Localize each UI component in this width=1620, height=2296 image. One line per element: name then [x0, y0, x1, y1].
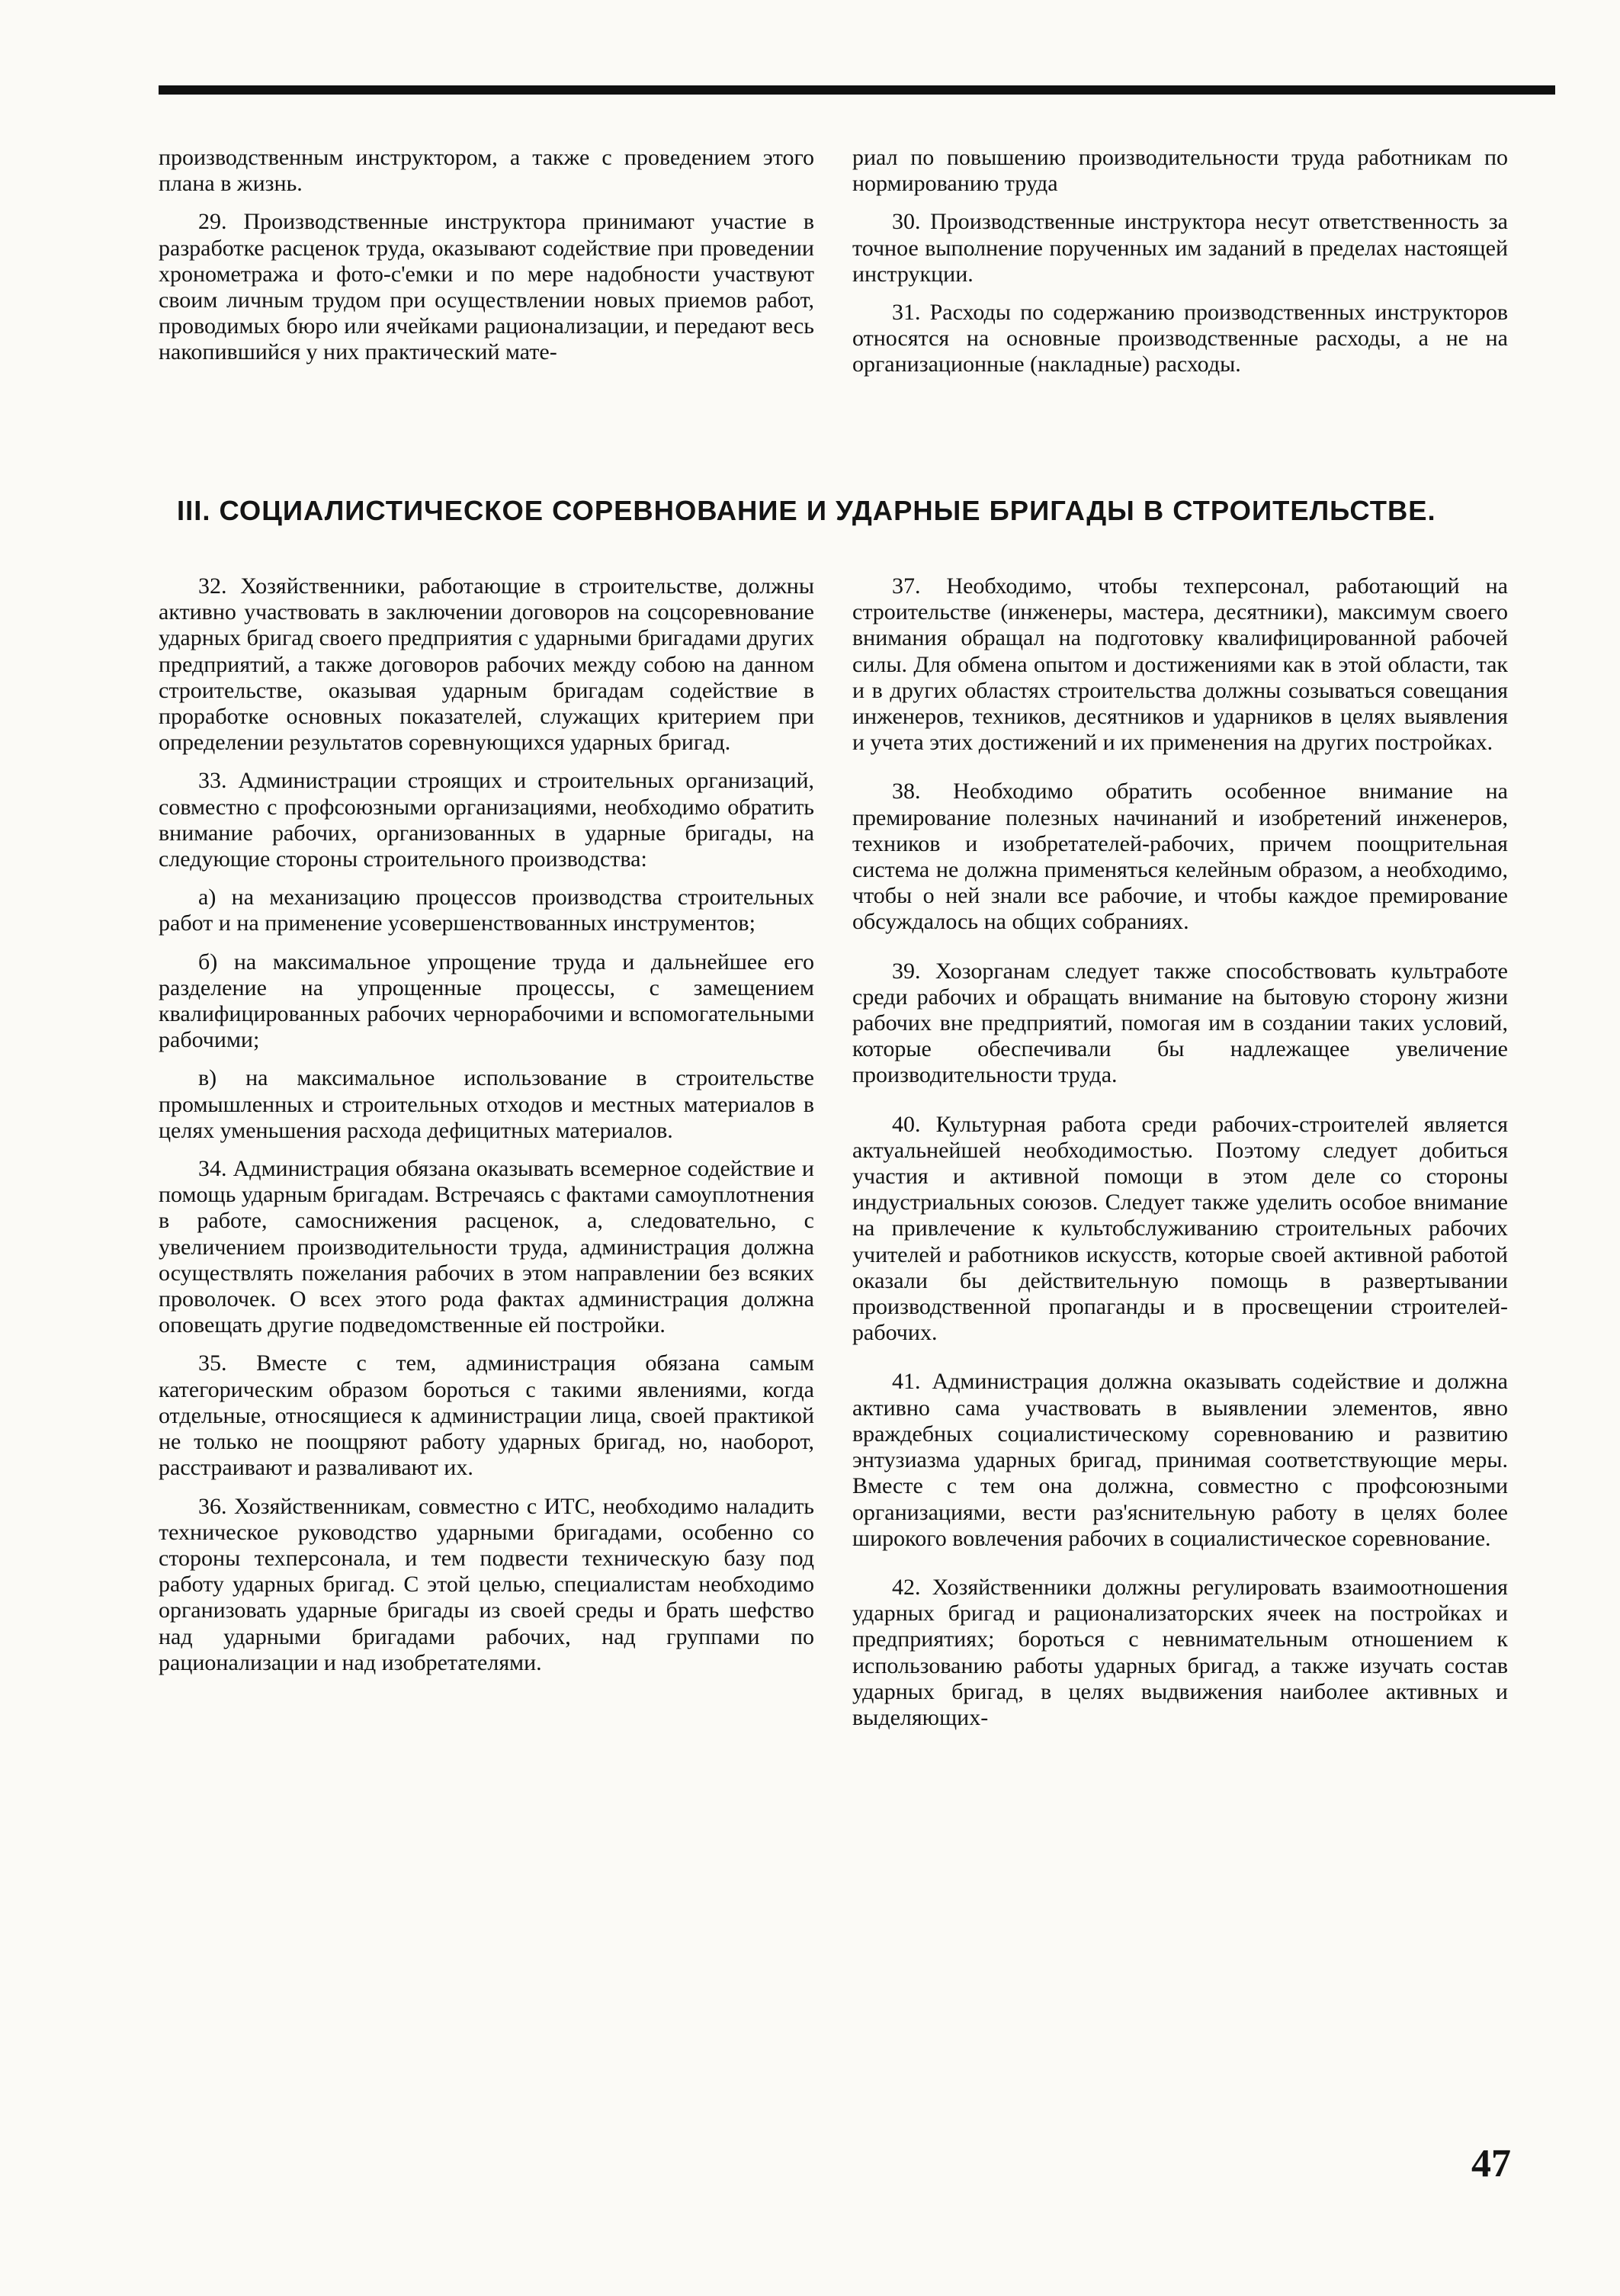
list-item-b: б) на максимальное упрощение труда и дальнейшее его разделение на упрощенные процессы, с замещением квалифицированных рабочих чернорабочими и вспомогательными рабочими; [159, 949, 814, 1053]
paragraph-38: 38. Необходимо обратить особенное внимание на премирование полезных начинаний и изобретений инженеров, техников и изобретателей-рабочих, причем поощрительная система не должна применяться келейным образом, а необходимо, чтобы о ней знали все рабочие, и чтобы каждое премирование обсуждалось на общих собраниях. [852, 779, 1508, 935]
paragraph-40: 40. Культурная работа среди рабочих-строителей является актуальнейшей необходимостью. Поэтому следует добиться участия и активной помощи в этом деле со стороны индустриальных союзов. Следует также уделить особое внимание на привлечение к культобслуживанию строительных рабочих учителей и работников искусств, которые своей активной работой оказали бы действительную помощь в развертывании производственной пропаганды и в просвещении строителей-рабочих. [852, 1111, 1508, 1346]
top-right-column [852, 145, 1508, 378]
paragraph-continued: риал по повышению производительности труда работникам по нормированию труда [852, 145, 1508, 197]
paragraph-continued: производственным инструктором, а также с проведением этого плана в жизнь. [159, 145, 814, 197]
paragraph-36: 36. Хозяйственникам, совместно с ИТС, необходимо наладить техническое руководство ударными бригадами, особенно со стороны техперсонала, и тем подвести техническую базу под работу ударных бригад. С этой целью, специалистам необходимо организовать ударные бригады из своей среды и брать шефство над ударными бригадами рабочих, над группами по рационализации и над изобретателями. [159, 1493, 814, 1675]
paragraph-30: 30. Производственные инструктора несут ответственность за точное выполнение порученных им заданий в пределах настоящей инструкции. [852, 209, 1508, 287]
paragraph-34: 34. Администрация обязана оказывать всемерное содействие и помощь ударным бригадам. Встречаясь с фактами самоуплотнения в работе, самоснижения расценок, а, следовательно, с увеличением производительности труда, администрация должна осуществлять пожелания рабочих в этом направлении без всяких проволочек. О всех этого рода фактах администрация должна оповещать другие подведомственные ей постройки. [159, 1156, 814, 1338]
paragraph-39: 39. Хозорганам следует также способствовать культработе среди рабочих и обращать внимание на бытовую сторону жизни рабочих вне предприятий, помогая им в создании таких условий, которые обеспечивали бы надлежащее увеличение производительности труда. [852, 958, 1508, 1088]
page-number: 47 [1471, 2142, 1511, 2185]
paragraph-41: 41. Администрация должна оказывать содействие и должна активно сама участвовать в выявлении элементов, явно враждебных социалистическому соревнованию и развитию энтузиазма ударных бригад, принимая соответствующие меры. Вместе с тем она должна, совместно с профсоюзными организациями, вести раз'яснительную работу в целях более широкого вовлечения рабочих в социалистическое соревнование. [852, 1369, 1508, 1551]
list-item-c: в) на максимальное использование в строительстве промышленных и строительных отходов и местных материалов в целях уменьшения расхода дефицитных материалов. [159, 1065, 814, 1143]
paragraph-37: 37. Необходимо, чтобы техперсонал, работающий на строительстве (инженеры, мастера, десятники), максимум своего внимания обращал на подготовку квалифицированной рабочей силы. Для обмена опытом и достижениями как в этой области, так и в других областях строительства должны созываться совещания инженеров, техников, десятников и ударников в целях выявления и учета этих достижений и их применения на других постройках. [852, 573, 1508, 756]
paragraph-29: 29. Производственные инструктора принимают участие в разработке расценок труда, оказывают содействие при проведении хронометража и фото-с'емки и по мере надобности участвуют своим личным трудом при осуществлении новых приемов работ, проводимых бюро или ячейками рационализации, и передают весь накопившийся у них практический мате- [159, 209, 814, 365]
paragraph-31: 31. Расходы по содержанию производственных инструкторов относятся на основные производственные расходы, а не на организационные (накладные) расходы. [852, 300, 1508, 377]
list-item-a: а) на механизацию процессов производства строительных работ и на применение усовершенствованных инструментов; [159, 885, 814, 936]
paragraph-42: 42. Хозяйственники должны регулировать взаимоотношения ударных бригад и рационализаторских ячеек на постройках и предприятиях; бороться с невнимательным отношением к использованию работы ударных бригад, а также изучать состав ударных бригад, в целях выдвижения наиболее активных и выделяющих- [852, 1574, 1508, 1730]
left-column [159, 573, 814, 1676]
right-column [852, 573, 1508, 1731]
header-rule [159, 85, 1555, 95]
section-heading: III. СОЦИАЛИСТИЧЕСКОЕ СОРЕВНОВАНИЕ И УДАРНЫЕ БРИГАДЫ В СТРОИТЕЛЬСТВЕ. [177, 495, 1436, 526]
paragraph-33: 33. Администрации строящих и строительных организаций, совместно с профсоюзными организациями, необходимо обратить внимание рабочих, организованных в ударные бригады, на следующие стороны строительного производства: [159, 768, 814, 872]
paragraph-32: 32. Хозяйственники, работающие в строительстве, должны активно участвовать в заключении договоров на соцсоревнование ударных бригад своего предприятия с ударными бригадами других предприятий, а также договоров рабочих между собою на данном строительстве, оказывая ударным бригадам содействие в проработке основных показателей, служащих критерием при определении результатов соревнующихся ударных бригад. [159, 573, 814, 756]
top-left-column [159, 145, 814, 366]
paragraph-35: 35. Вместе с тем, администрация обязана самым категорическим образом бороться с такими явлениями, когда отдельные, относящиеся к администрации лица, своей практикой не только не поощряют работу ударных бригад, но, наоборот, расстраивают и разваливают их. [159, 1350, 814, 1481]
